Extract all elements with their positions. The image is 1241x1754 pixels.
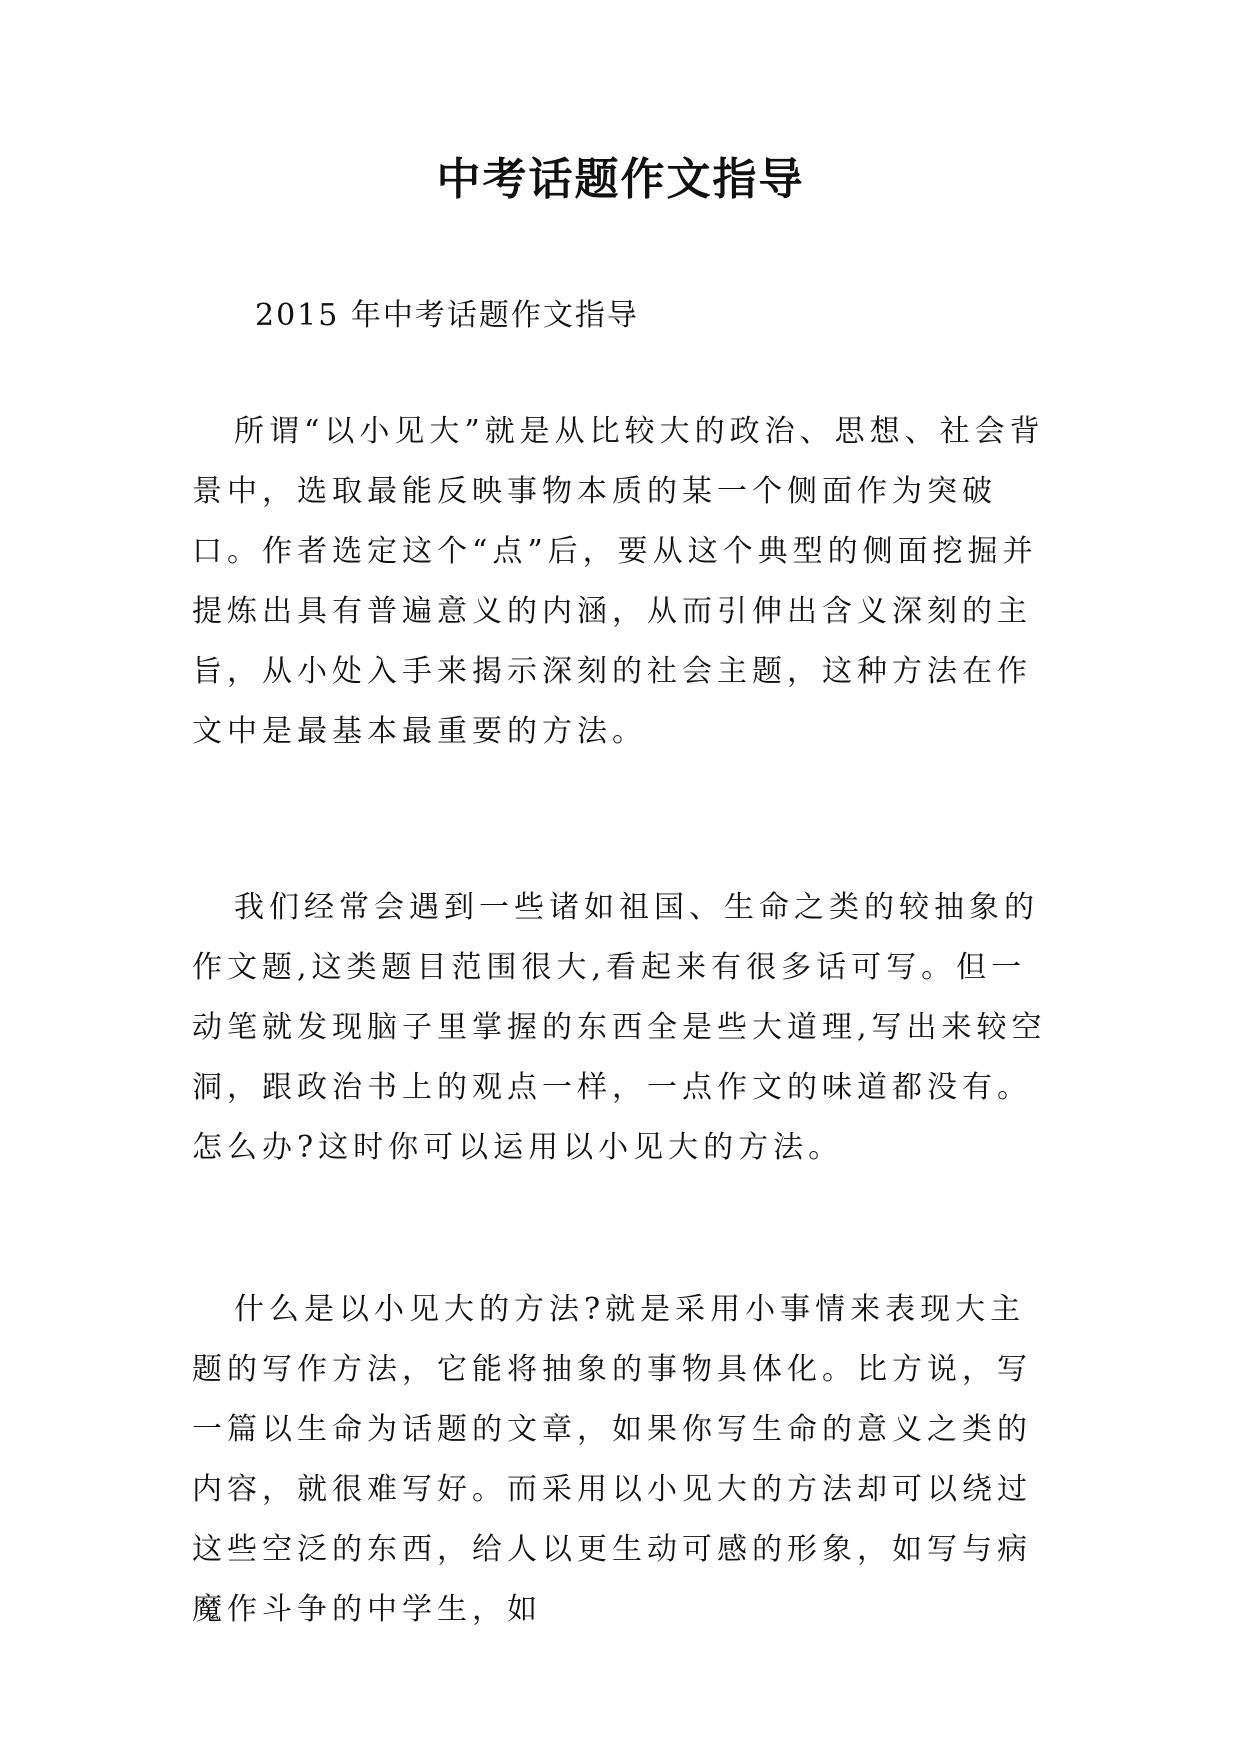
paragraph-1: 所谓“以小见大”就是从比较大的政治、思想、社会背景中，选取最能反映事物本质的某一个侧面作为突破口。作者选定这个“点”后，要从这个典型的侧面挖掘并提炼出具有普遍意义的内涵，从而引伸出含义深刻的主旨，从小处入手来揭示深刻的社会主题，这种方法在作文中是最基本最重要的方法。: [192, 414, 1045, 749]
document-title: 中考话题作文指导: [436, 154, 805, 205]
paragraph-3: 什么是以小见大的方法?就是采用小事情来表现大主题的写作方法，它能将抽象的事物具体化。比方说，写一篇以生命为话题的文章，如果你写生命的意义之类的内容，就很难写好。而采用以小见大的方法却可以绕过这些空泛的东西，给人以更生动可感的形象，如写与病魔作斗争的中学生，如: [192, 1292, 1032, 1627]
paragraph-2: 我们经常会遇到一些诸如祖国、生命之类的较抽象的作文题,这类题目范围很大,看起来有很多话可写。但一动笔就发现脑子里掌握的东西全是些大道理,写出来较空洞，跟政治书上的观点一样，一点作文的味道都没有。怎么办?这时你可以运用以小见大的方法。: [192, 890, 1047, 1165]
document-subtitle: 2015 年中考话题作文指导: [255, 298, 639, 333]
